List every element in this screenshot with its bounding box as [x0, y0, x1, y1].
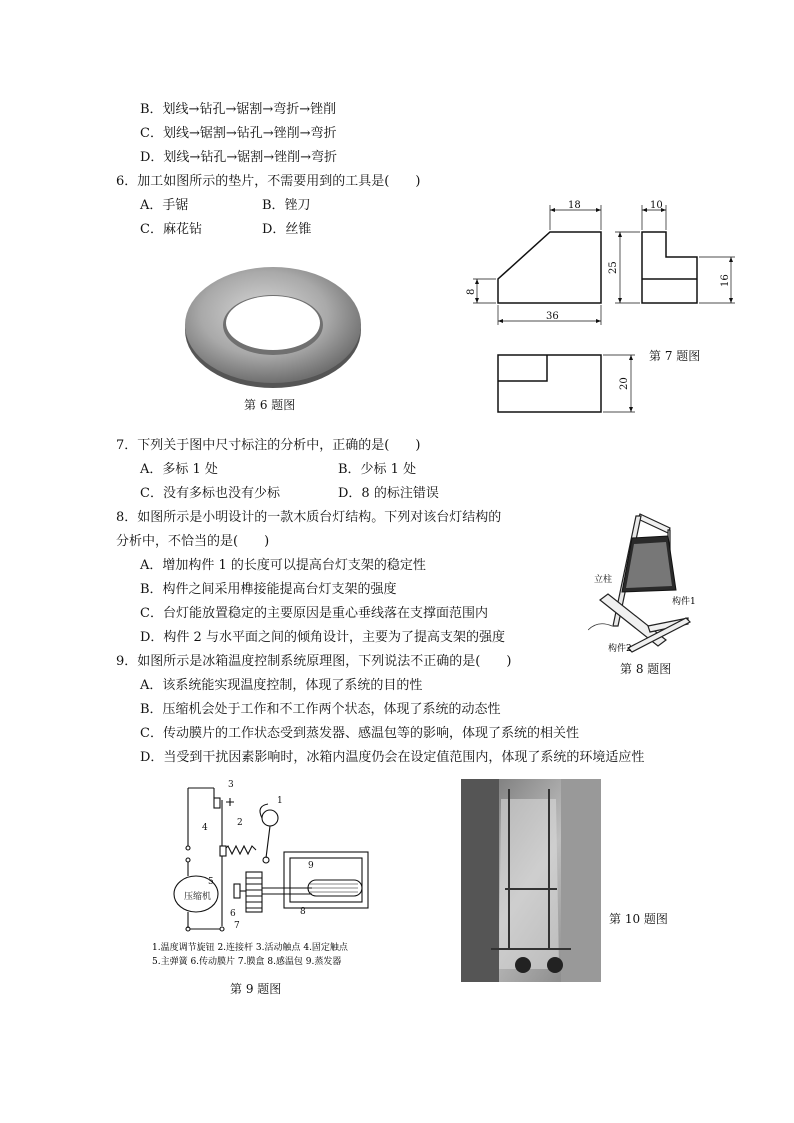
q8-option-d: D．构件 2 与水平面之间的倾角设计，主要为了提高支架的强度: [140, 630, 505, 645]
q6-option-b: B．锉刀: [262, 198, 311, 213]
q7-stem: 7．下列关于图中尺寸标注的分析中，正确的是( ): [116, 438, 421, 453]
q7-option-b: B．少标 1 处: [338, 462, 417, 477]
q9-option-d: D．当受到干扰因素影响时，冰箱内温度仍会在设定值范围内，体现了系统的环境适应性: [140, 750, 645, 765]
q7-figure-caption: 第 7 题图: [649, 349, 701, 363]
dim-36: 36: [546, 311, 559, 322]
diagram-legend-line2: 5.主弹簧 6.传动膜片 7.膜盒 8.感温包 9.蒸发器: [152, 957, 342, 967]
q6-option-c: C．麻花钻: [140, 222, 202, 237]
q5-option-d: D．划线→钻孔→锯割→锉削→弯折: [140, 150, 337, 165]
part-number-7: 7: [234, 921, 240, 931]
q7-option-c: C．没有多标也没有少标: [140, 486, 280, 501]
part-number-5: 5: [208, 877, 214, 887]
three-view-drawing: [455, 195, 755, 420]
q6-option-d: D．丝锥: [262, 222, 312, 237]
part-number-4: 4: [202, 823, 208, 833]
lamp-label-part1: 构件1: [672, 597, 696, 607]
part-number-8: 8: [300, 907, 306, 917]
dim-16: 16: [720, 274, 731, 287]
robot-cart-photo: [461, 779, 601, 982]
washer-figure: [180, 262, 370, 392]
dim-20: 20: [619, 377, 630, 390]
fridge-control-diagram: [150, 778, 400, 973]
q5-option-b: B．划线→钻孔→锯割→弯折→锉削: [140, 102, 337, 117]
q9-option-c: C．传动膜片的工作状态受到蒸发器、感温包等的影响，体现了系统的相关性: [140, 726, 579, 741]
part-number-1: 1: [277, 796, 283, 806]
compressor-label: 压缩机: [184, 892, 212, 902]
part-number-3: 3: [228, 780, 234, 790]
q9-figure-caption: 第 9 题图: [230, 982, 282, 996]
q6-stem: 6．加工如图所示的垫片，不需要用到的工具是( ): [116, 174, 421, 189]
q5-option-c: C．划线→锯割→钻孔→锉削→弯折: [140, 126, 337, 141]
dim-25: 25: [608, 261, 619, 274]
part-number-6: 6: [230, 909, 236, 919]
q8-stem-line2: 分析中，不恰当的是( ): [116, 534, 270, 549]
q10-figure-caption: 第 10 题图: [609, 912, 668, 926]
q8-figure-caption: 第 8 题图: [620, 662, 672, 676]
lamp-label-part2: 构件2: [608, 644, 632, 654]
q9-stem: 9．如图所示是冰箱温度控制系统原理图，下列说法不正确的是( ): [116, 654, 512, 669]
lamp-label-pillar: 立柱: [594, 575, 613, 585]
dim-18: 18: [568, 200, 581, 211]
dim-10: 10: [650, 200, 663, 211]
dim-8: 8: [466, 288, 477, 295]
part-number-2: 2: [237, 818, 243, 828]
q7-option-a: A．多标 1 处: [140, 462, 218, 477]
q9-option-a: A．该系统能实现温度控制，体现了系统的目的性: [140, 678, 423, 693]
q6-figure-caption: 第 6 题图: [244, 398, 296, 412]
q7-option-d: D．8 的标注错误: [338, 486, 439, 501]
part-number-9: 9: [308, 861, 314, 871]
q6-option-a: A．手锯: [140, 198, 189, 213]
q9-option-b: B．压缩机会处于工作和不工作两个状态，体现了系统的动态性: [140, 702, 501, 717]
q8-option-a: A．增加构件 1 的长度可以提高台灯支架的稳定性: [140, 558, 426, 573]
q8-option-c: C．台灯能放置稳定的主要原因是重心垂线落在支撑面范围内: [140, 606, 488, 621]
lamp-figure: [588, 508, 698, 656]
diagram-legend-line1: 1.温度调节旋钮 2.连接杆 3.活动触点 4.固定触点: [152, 943, 348, 953]
q8-stem-line1: 8．如图所示是小明设计的一款木质台灯结构。下列对该台灯结构的: [116, 510, 502, 525]
q8-option-b: B．构件之间采用榫接能提高台灯支架的强度: [140, 582, 397, 597]
